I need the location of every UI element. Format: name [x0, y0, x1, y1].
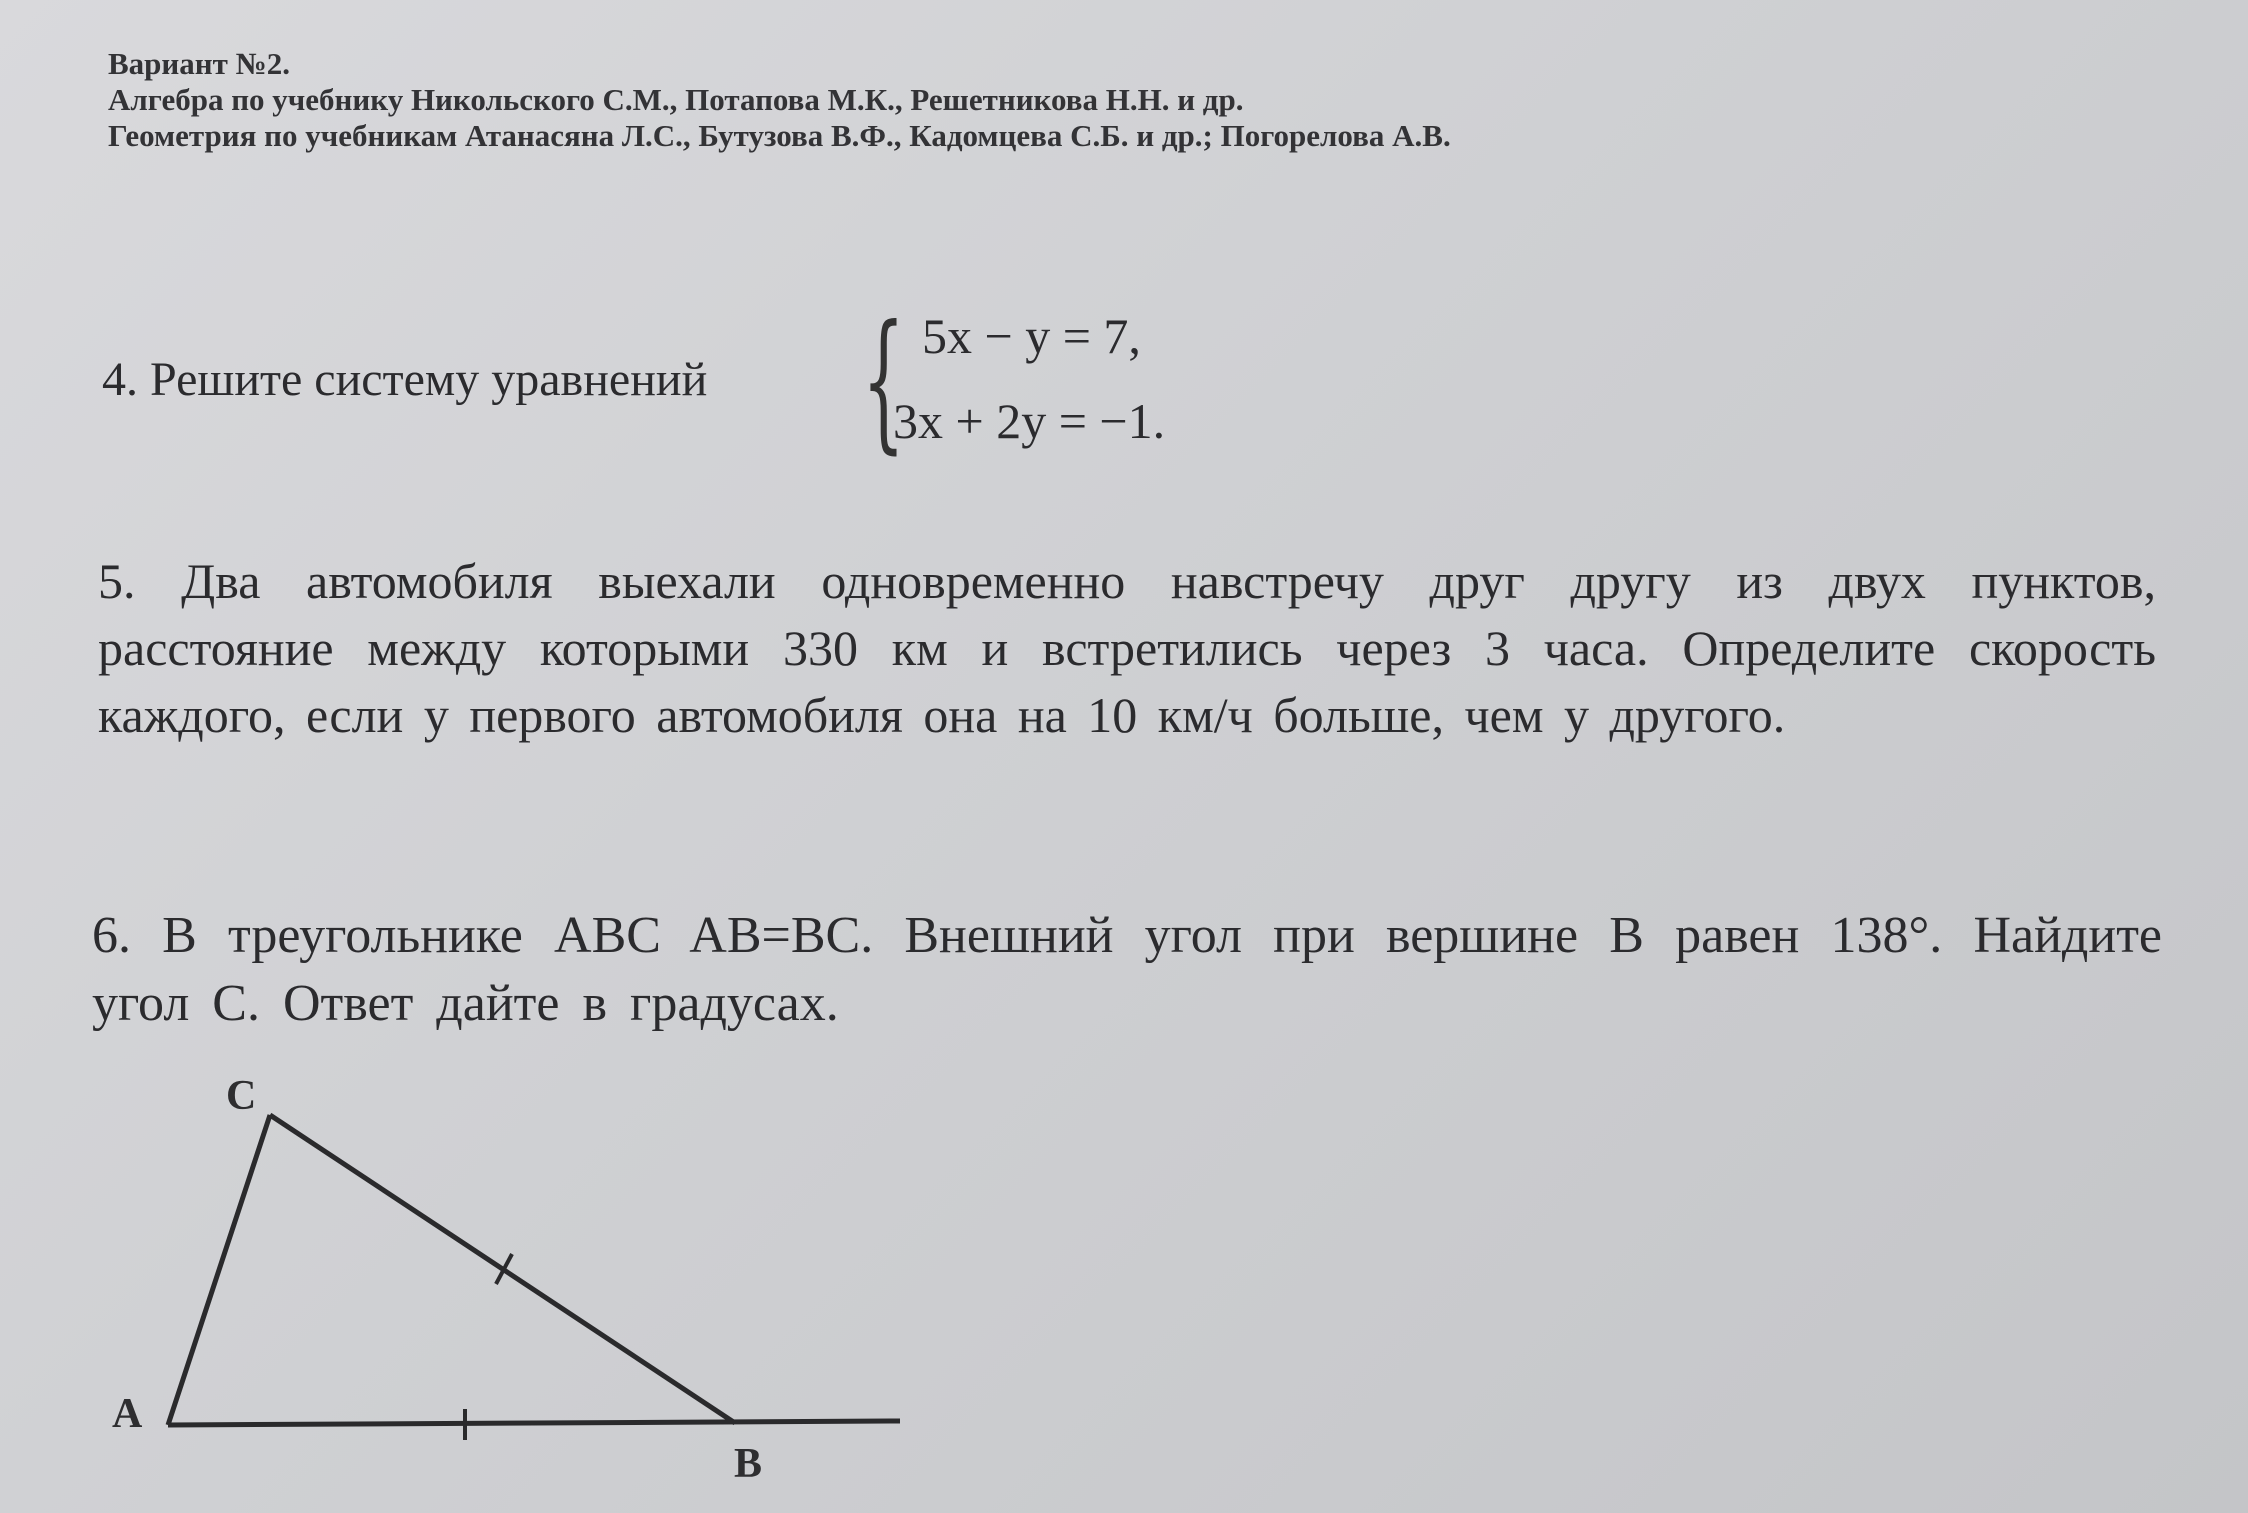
- task-5-text: 5. Два автомобиля выехали одновременно навстречу друг другу из двух пунктов, расстояние между которыми 330 км и встретились через 3 часа. Определите скорость каждого, если у первого автомобиля она на 10 км/ч больше, чем у другого.: [98, 553, 2156, 743]
- system-brace: {: [862, 294, 905, 468]
- geometry-textbook-line: Геометрия по учебникам Атанасяна Л.С., Бутузова В.Ф., Кадомцева С.Б. и др.; Погорелова А.В.: [108, 118, 1451, 153]
- equation-1: 5x − y = 7,: [922, 308, 1141, 364]
- algebra-textbook-line: Алгебра по учебнику Никольского С.М., Потапова М.К., Решетникова Н.Н. и др.: [108, 82, 1244, 117]
- side-ab-extended: [168, 1421, 900, 1425]
- variant-title: Вариант №2.: [108, 46, 291, 81]
- vertex-label-c: C: [226, 1073, 257, 1119]
- vertex-label-a: A: [112, 1391, 143, 1437]
- task-6-text: 6. В треугольнике ABC AB=BC. Внешний угол при вершине B равен 138°. Найдите угол C. Ответ дайте в градусах.: [92, 907, 2162, 1032]
- vertex-label-b: B: [734, 1441, 763, 1487]
- equation-2: 3x + 2y = −1.: [893, 393, 1166, 449]
- side-ca: [168, 1115, 270, 1425]
- task-4-prompt: 4. Решите систему уравнений: [102, 353, 708, 406]
